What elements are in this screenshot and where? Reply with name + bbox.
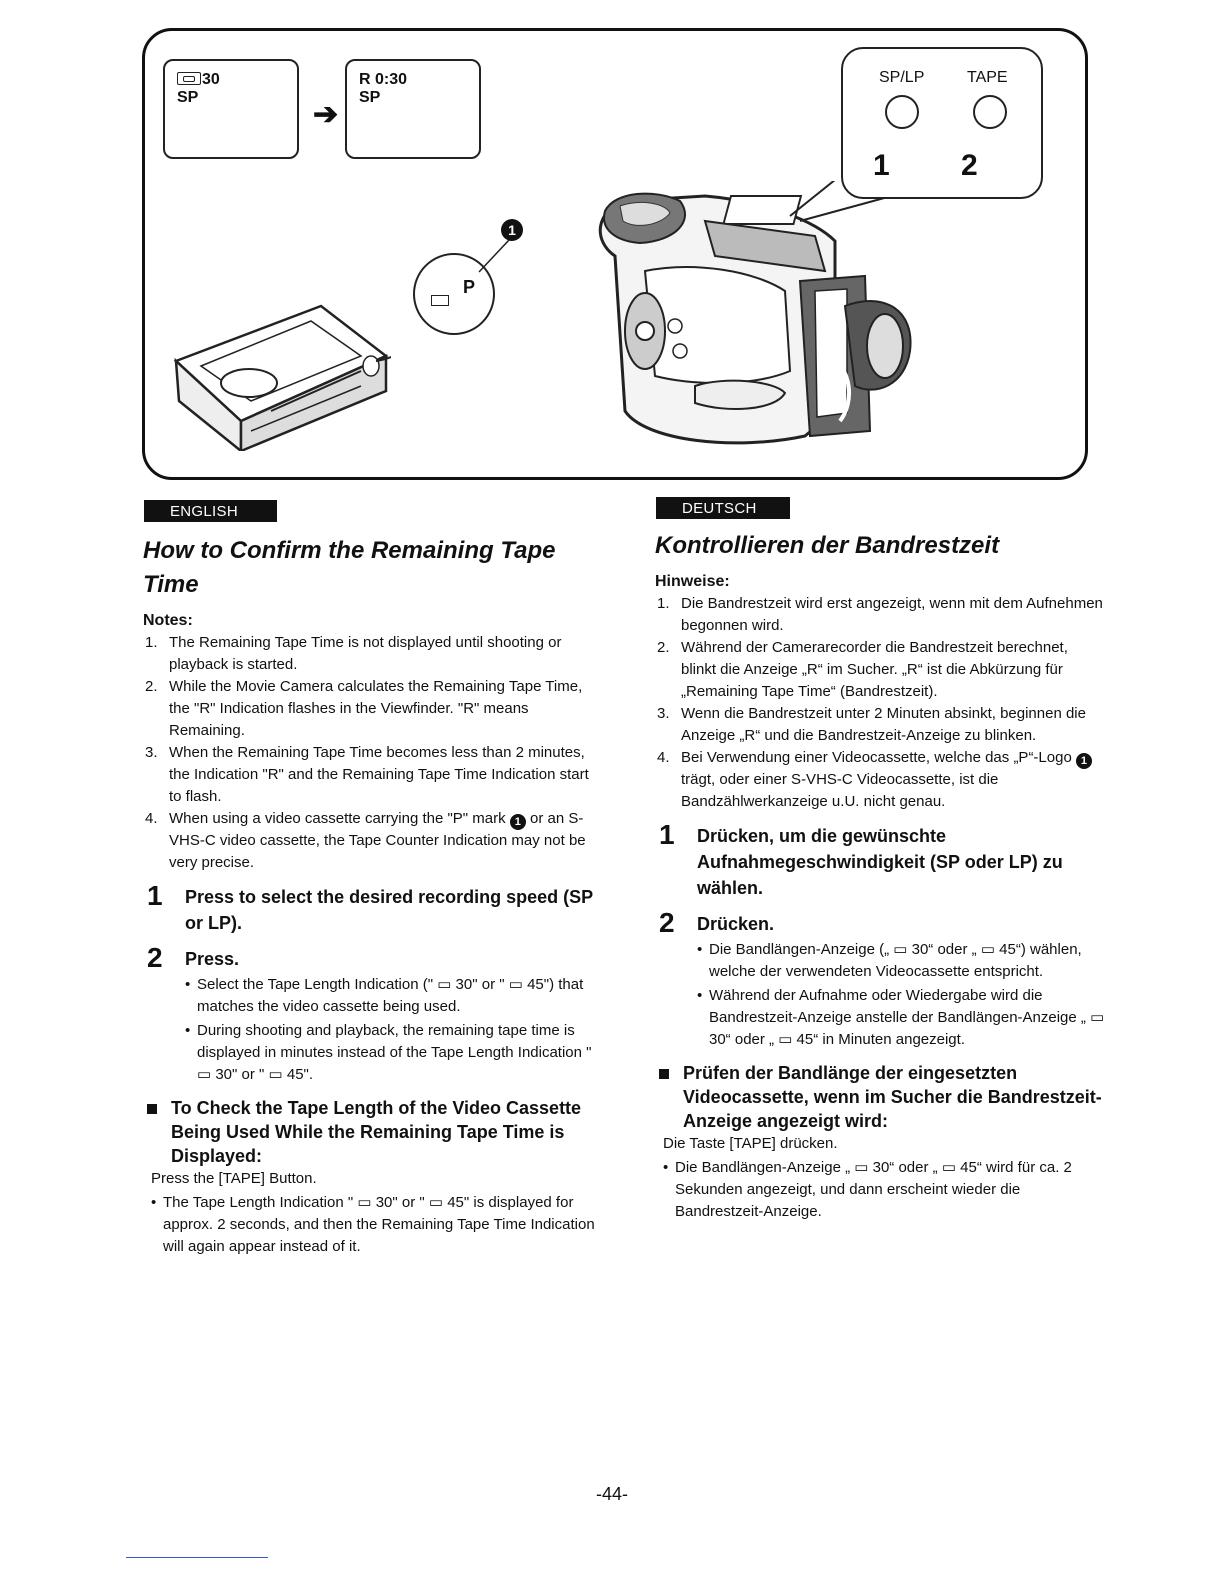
- notes-list: [143, 632, 603, 874]
- callout-number-1: 1: [873, 149, 890, 182]
- step-2-bullet: • Die Bandlängen-Anzeige („ ▭ 30“ oder „ ▭ 45“) wählen, welche der verwendeten Videocassette entspricht.: [697, 939, 1107, 983]
- step-2: 2 Drücken. • Die Bandlängen-Anzeige („ ▭ 30“ oder „ ▭ 45“) wählen, welche der verwendeten Videocassette entspricht. • Während der Aufnahme oder Wiedergabe wird die Bandrestzeit-Anzeige anstelle der Bandlängen-Anzeige „ ▭ 30“ oder „ ▭ 45“ in Minuten angezeigt.: [655, 911, 1107, 1051]
- note-item: 2. While the Movie Camera calculates the Remaining Tape Time, the "R" Indication flashes in the Viewfinder. "R" means Remaining.: [145, 678, 583, 739]
- buttons-callout: [841, 47, 1043, 199]
- english-column: [143, 500, 603, 1258]
- step-2-bullet: • During shooting and playback, the remaining tape time is displayed in minutes instead of the Tape Length Indication " ▭ 30" or " ▭ 45".: [185, 1020, 603, 1086]
- note-item: 1. Die Bandrestzeit wird erst angezeigt, wenn mit dem Aufnehmen begonnen wird.: [657, 595, 1103, 634]
- note-item: 4. When using a video cassette carrying the "P" mark 1 or an S-VHS-C video cassette, the Tape Counter Indication may not be very precise.: [145, 810, 586, 871]
- step-1: 1 Drücken, um die gewünschte Aufnahmegeschwindigkeit (SP oder LP) zu wählen.: [659, 819, 1063, 898]
- check-tape-heading: Prüfen der Bandlänge der eingesetzten Videocassette, wenn im Sucher die Bandrestzeit-Anzeige angezeigt wird:: [655, 1061, 1107, 1133]
- marker-1-icon: 1: [1076, 753, 1092, 769]
- page-number: -44-: [595, 1484, 628, 1504]
- note-item: 3. Wenn die Bandrestzeit unter 2 Minuten absinkt, beginnen die Anzeige „R“ und die Bandrestzeit-Anzeige zu blinken.: [657, 705, 1086, 744]
- cassette-icon: [177, 72, 201, 85]
- check-tape-bullet: • The Tape Length Indication " ▭ 30" or " ▭ 45" is displayed for approx. 2 seconds, and then the Remaining Tape Time Indication will again appear instead of it.: [151, 1192, 603, 1258]
- notes-list: [655, 593, 1107, 813]
- section-title: How to Confirm the Remaining Tape Time: [143, 537, 556, 598]
- lcd-display-after: R 0:30 SP: [345, 59, 481, 159]
- step-1: 1 Press to select the desired recording speed (SP or LP).: [147, 880, 593, 933]
- illustration-panel: [142, 28, 1088, 480]
- note-item: 4. Bei Verwendung einer Videocassette, welche das „P“-Logo 1 trägt, oder einer S-VHS-C Videocassette, ist die Bandzählwerkanzeige u.U. nicht genau.: [655, 747, 1107, 813]
- callout-number-2: 2: [961, 149, 978, 182]
- note-item: 2. Während der Camerarecorder die Bandrestzeit berechnet, blinkt die Anzeige „R“ im Sucher. „R“ ist die Abkürzung für „Remaining Tape Time“ (Bandrestzeit).: [657, 639, 1068, 700]
- splp-button: [885, 95, 919, 129]
- lcd-display-before: 30 SP: [163, 59, 299, 159]
- marker-1-badge: 1: [501, 219, 523, 241]
- cassette-window-icon: [431, 295, 449, 306]
- deutsch-column: [655, 500, 1107, 1223]
- step-2: 2 Press. • Select the Tape Length Indication (" ▭ 30" or " ▭ 45") that matches the video cassette being used. • During shooting and playback, the remaining tape time is displayed in minutes instead of the Tape Length Indication " ▭ 30" or " ▭ 45".: [143, 946, 603, 1086]
- language-label: DEUTSCH: [656, 497, 790, 519]
- camcorder-illustration: [585, 181, 945, 451]
- arrow-right-icon: ➔: [313, 98, 339, 131]
- step-2-bullet: • Während der Aufnahme oder Wiedergabe wird die Bandrestzeit-Anzeige anstelle der Bandlängen-Anzeige „ ▭ 30“ oder „ ▭ 45“ in Minuten angezeigt.: [697, 985, 1107, 1051]
- note-item: 3. When the Remaining Tape Time becomes less than 2 minutes, the Indication "R" and the Remaining Tape Time Indication start to flash.: [145, 744, 589, 805]
- note-item: 1. The Remaining Tape Time is not displayed until shooting or playback is started.: [145, 634, 562, 673]
- p-mark-callout: P: [413, 253, 495, 335]
- tape-label: TAPE: [967, 69, 1008, 86]
- notes-heading: Hinweise:: [655, 573, 730, 590]
- language-label: ENGLISH: [144, 500, 277, 522]
- check-tape-instruction: Die Taste [TAPE] drücken.: [663, 1135, 838, 1152]
- cassette-illustration: [171, 301, 391, 451]
- check-tape-heading: To Check the Tape Length of the Video Cassette Being Used While the Remaining Tape Time is Displayed:: [143, 1096, 603, 1168]
- marker-1-icon: 1: [510, 814, 526, 830]
- section-title: Kontrollieren der Bandrestzeit: [655, 532, 1000, 559]
- splp-label: SP/LP: [879, 69, 925, 86]
- footer-rule: [126, 1557, 268, 1558]
- tape-button: [973, 95, 1007, 129]
- check-tape-bullet: • Die Bandlängen-Anzeige „ ▭ 30“ oder „ ▭ 45“ wird für ca. 2 Sekunden angezeigt, und dann erscheint wieder die Bandrestzeit-Anzeige.: [663, 1157, 1107, 1223]
- step-2-bullet: • Select the Tape Length Indication (" ▭ 30" or " ▭ 45") that matches the video cassette being used.: [185, 974, 603, 1018]
- check-tape-instruction: Press the [TAPE] Button.: [151, 1170, 317, 1187]
- callout-line: [475, 236, 515, 276]
- notes-heading: Notes:: [143, 612, 193, 629]
